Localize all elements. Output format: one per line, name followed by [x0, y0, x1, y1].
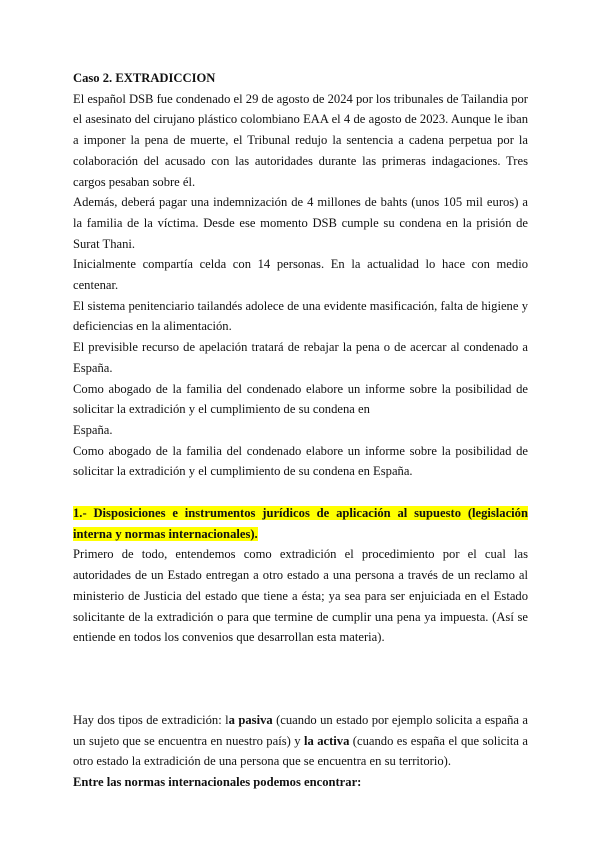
paragraph-definition: Primero de todo, entendemos como extradición el procedimiento por el cual las autoridades de un Estado entregan a otro estado a una persona a través de un reclamo al ministerio de Justicia del estado que tiene a ésta; ya sea para ser enjuiciada en el Estado solicitante de la extradición o para que termine de cumplir una pena ya impuesta. (Así se entiende en todos los convenios que desarrollan esta materia).	[73, 547, 528, 645]
types-text-2: (cuando un estado por ejemplo solicita a españa a un sujeto que se encuentra en nuestro país) y	[73, 712, 528, 748]
section-heading	[73, 503, 528, 544]
paragraph-types	[73, 710, 528, 772]
paragraph-task-1-end: España.	[73, 422, 113, 437]
case-title: Caso 2. EXTRADICCION	[73, 71, 216, 85]
paragraph-prison-system: El sistema penitenciario tailandés adolece de una evidente masificación, falta de higiene y deficiencias en la alimentación.	[73, 298, 528, 334]
paragraph-appeal: El previsible recurso de apelación tratará de rebajar la pena o de acercar al condenado a España.	[73, 340, 528, 375]
paragraph-task-2: Como abogado de la familia del condenado elabore un informe sobre la posibilidad de solicitar la extradición y el cumplimiento de su condena en España.	[73, 443, 528, 479]
types-text-1: Hay dos tipos de extradición: l	[73, 712, 229, 727]
types-active: la activa	[303, 733, 350, 748]
section-heading-text: 1.- Disposiciones e instrumentos jurídicos de aplicación al supuesto (legislación interna y normas internacionales).	[73, 506, 528, 541]
paragraph-indemnity: Además, deberá pagar una indemnización de 4 millones de bahts (unos 105 mil euros) a la familia de la víctima. Desde ese momento DSB cumple su condena en la prisión de Surat Thani.	[73, 195, 528, 251]
types-passive: a pasiva	[228, 712, 273, 727]
paragraph-task-1: Como abogado de la familia del condenado elabore un informe sobre la posibilidad de solicitar la extradición y el cumplimiento de su condena en	[73, 381, 528, 417]
international-norms-heading: Entre las normas internacionales podemos encontrar:	[73, 775, 362, 790]
paragraph-facts: El español DSB fue condenado el 29 de agosto de 2024 por los tribunales de Tailandia por el asesinato del cirujano plástico colombiano EAA el 4 de agosto de 2023. Aunque le iban a imponer la pena de muerte, el Tribunal redujo la sentencia a cadena perpetua por la colaboración del acusado con las autoridades durante las primeras indagaciones. Tres cargos pesaban sobre él.	[73, 91, 528, 189]
document-page	[73, 68, 528, 793]
paragraph-cell: Inicialmente compartía celda con 14 personas. En la actualidad lo hace con medio centenar.	[73, 257, 528, 293]
spacer	[73, 482, 528, 503]
types-text-3: (cuando es españa el que solicita a otro estado la extradición de una persona que se encuentra en su territorio).	[73, 733, 528, 769]
spacer	[73, 648, 528, 710]
